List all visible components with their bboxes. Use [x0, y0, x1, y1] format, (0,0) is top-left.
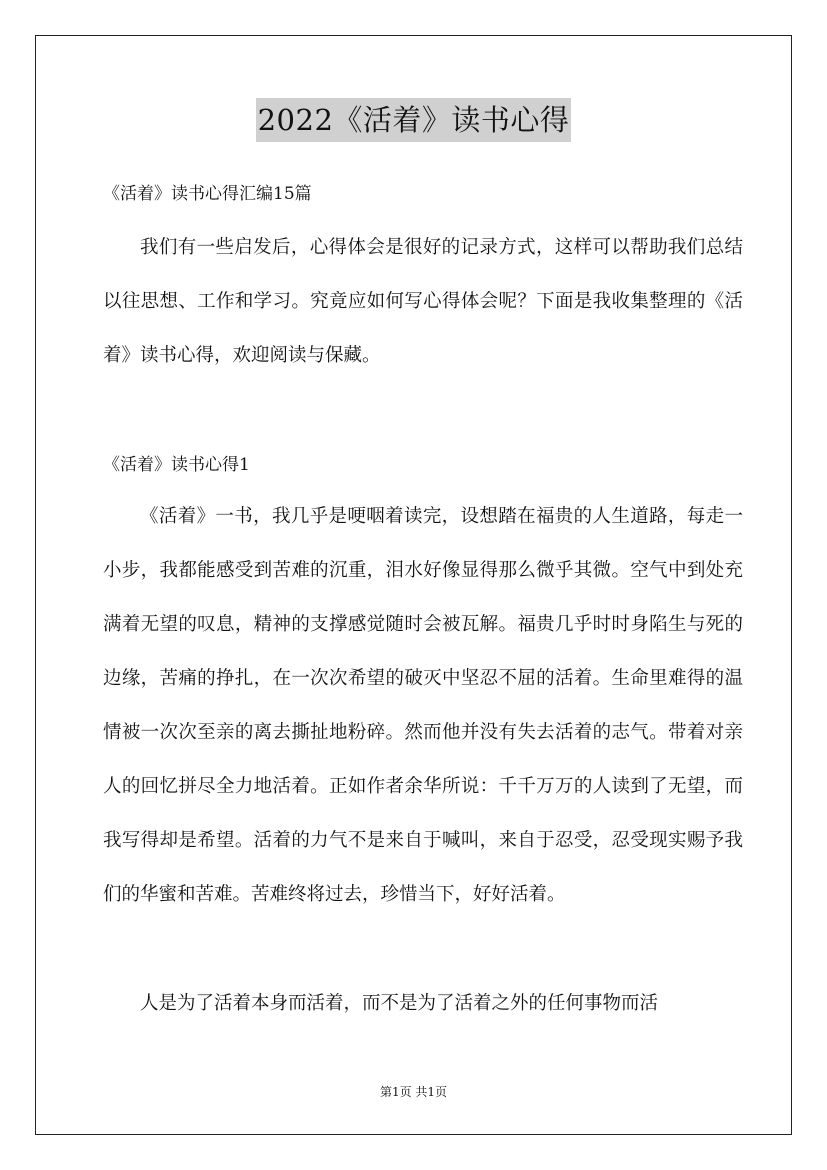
document-subtitle: 《活着》读书心得汇编15篇	[103, 184, 312, 204]
section-paragraph-1: 《活着》一书，我几乎是哽咽着读完，设想踏在福贵的人生道路，每走一小步，我都能感受到苦难的沉重，泪水好像显得那么微乎其微。空气中到处充满着无望的叹息，精神的支撑感觉随时会被瓦解。福贵几乎时时身陷生与死的边缘，苦痛的挣扎，在一次次希望的破灭中坚忍不屈的活着。生命里难得的温情被一次次至亲的离去撕扯地粉碎。然而他并没有失去活着的志气。带着对亲人的回忆拼尽全力地活着。正如作者余华所说：千千万万的人读到了无望，而我写得却是希望。活着的力气不是来自于喊叫，来自于忍受，忍受现实赐予我们的华蜜和苦难。苦难终将过去，珍惜当下，好好活着。	[103, 506, 743, 905]
intro-paragraph: 我们有一些启发后，心得体会是很好的记录方式，这样可以帮助我们总结以往思想、工作和学习。究竟应如何写心得体会呢？下面是我收集整理的《活着》读书心得，欢迎阅读与保藏。	[103, 237, 743, 366]
section-paragraph-2: 人是为了活着本身而活着，而不是为了活着之外的任何事物而活	[140, 993, 659, 1014]
section-heading: 《活着》读书心得1	[103, 455, 250, 475]
page-footer: 第1页 共1页	[379, 1085, 448, 1099]
title-container	[0, 98, 827, 142]
document-title: 2022《活着》读书心得	[256, 98, 572, 142]
